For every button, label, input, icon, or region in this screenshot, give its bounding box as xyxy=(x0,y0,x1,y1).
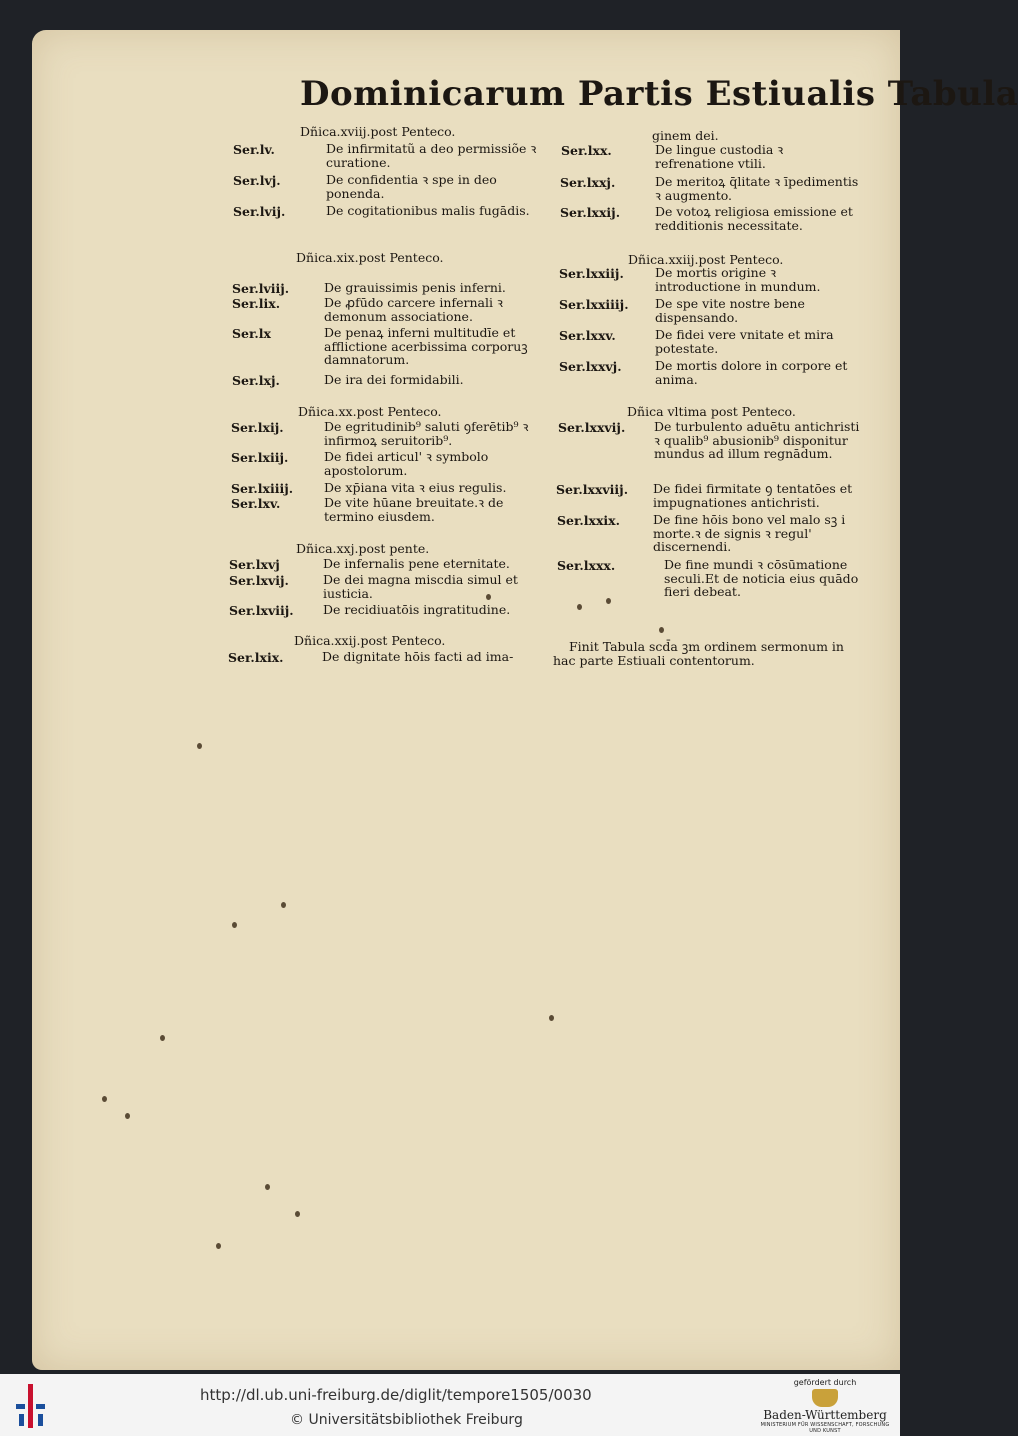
sponsor-ministry: MINISTERIUM FÜR WISSENSCHAFT, FORSCHUNG UND KUNST xyxy=(760,1422,890,1434)
sermon-title: De mortis dolore in corpore et anima. xyxy=(655,358,848,387)
copyright-notice: © Universitätsbibliothek Freiburg xyxy=(290,1412,523,1428)
sermon-title: De recidiuatōis ingratitudine. xyxy=(323,602,511,617)
sermon-title: De infernalis pene eternitate. xyxy=(323,556,510,571)
sermon-number: Ser.lxxiij. xyxy=(559,266,624,281)
section-heading: Dñica.xxj.post pente. xyxy=(296,541,430,556)
paper-hole xyxy=(549,1015,554,1021)
page-title: Dominicarum Partis Estiualis Tabula xyxy=(300,74,1018,114)
sermon-number: Ser.lxv. xyxy=(231,496,281,511)
sermon-title: De xp̄iana vita ꝛ eius regulis. xyxy=(324,480,507,495)
sponsor-top-text: gefördert durch xyxy=(793,1378,857,1387)
paper-hole xyxy=(577,604,582,610)
paper-hole xyxy=(216,1243,221,1249)
sermon-number: Ser.lxij. xyxy=(231,420,284,435)
paper-hole xyxy=(295,1211,300,1217)
section-heading: Dñica.xix.post Penteco. xyxy=(296,250,444,265)
sermon-title: De dei magna miscdia simul et iusticia. xyxy=(323,572,518,601)
sermon-number: Ser.lxxvij. xyxy=(558,420,626,435)
sermon-number: Ser.lxxj. xyxy=(560,175,616,190)
state-crest-icon xyxy=(812,1389,838,1407)
paper-hole xyxy=(125,1113,130,1119)
sermon-number: Ser.lxiij. xyxy=(231,450,289,465)
sermon-number: Ser.lxxix. xyxy=(557,513,620,528)
section-heading: Dñica.xxij.post Penteco. xyxy=(294,633,446,648)
sermon-title: De fine mundi ꝛ cōsūmatione seculi.Et de noticia eius quādo fieri debeat. xyxy=(664,557,859,599)
sermon-number: Ser.lxxx. xyxy=(557,558,616,573)
sermon-title: De vite hūane breuitate.ꝛ de termino eiusdem. xyxy=(324,495,504,524)
sermon-title: De ira dei formidabili. xyxy=(324,372,464,387)
paper-hole xyxy=(606,598,611,604)
viewer-footer xyxy=(0,1374,900,1436)
sermon-title: De spe vite nostre bene dispensando. xyxy=(655,296,805,325)
sermon-title: De fine hōis bono vel malo sꝫ i morte.ꝛ de signis ꝛ regul' discernendi. xyxy=(653,512,846,554)
sermon-number: Ser.lvj. xyxy=(233,173,281,188)
library-logo-icon xyxy=(16,1384,56,1428)
continuation-text: ginem dei. xyxy=(652,128,719,143)
sermon-title: De fidei firmitate ꝯ tentatōes et impugnationes antichristi. xyxy=(653,481,853,510)
section-heading: Dñica vltima post Penteco. xyxy=(627,404,796,419)
sermon-number: Ser.lxviij. xyxy=(229,603,294,618)
sermon-title: De grauissimis penis inferni. xyxy=(324,280,506,295)
sermon-title: De dignitate hōis facti ad ima- xyxy=(322,649,514,664)
paper-hole xyxy=(659,627,664,633)
sermon-number: Ser.lvij. xyxy=(233,204,286,219)
paper-hole xyxy=(486,594,491,600)
sermon-number: Ser.lxxviij. xyxy=(556,482,629,497)
permalink-url[interactable]: http://dl.ub.uni-freiburg.de/diglit/tempore1505/0030 xyxy=(200,1386,592,1404)
paper-hole xyxy=(160,1035,165,1041)
sponsor-name: Baden-Württemberg xyxy=(763,1408,887,1422)
sermon-title: De infirmitatũ a deo permissiõe ꝛ curatione. xyxy=(326,141,537,170)
sermon-number: Ser.lxj. xyxy=(232,373,280,388)
sermon-number: Ser.lxxv. xyxy=(559,328,616,343)
sermon-title: De turbulento aduētu antichristi ꝛ qualib⁹ abusionib⁹ disponitur mundus ad illum regnādum. xyxy=(654,419,860,461)
sermon-title: De cogitationibus malis fugādis. xyxy=(326,203,530,218)
paper-hole xyxy=(102,1096,107,1102)
sermon-title: De meritoꝝ q̄litate ꝛ īpedimentis ꝛ augmento. xyxy=(655,174,859,203)
sponsor-logo xyxy=(760,1378,890,1434)
sermon-number: Ser.lxiiij. xyxy=(231,481,294,496)
section-heading: Dñica.xviij.post Penteco. xyxy=(300,124,456,139)
sermon-number: Ser.lxx. xyxy=(561,143,612,158)
section-heading: Dñica.xx.post Penteco. xyxy=(298,404,442,419)
sermon-number: Ser.lxxiiij. xyxy=(559,297,629,312)
sermon-title: De votoꝝ religiosa emissione et redditionis necessitate. xyxy=(655,204,853,233)
sermon-number: Ser.lxxij. xyxy=(560,205,621,220)
sermon-number: Ser.lviij. xyxy=(232,281,290,296)
sermon-number: Ser.lxix. xyxy=(228,650,284,665)
sermon-title: De fidei vere vnitate et mira potestate. xyxy=(655,327,834,356)
paper-hole xyxy=(265,1184,270,1190)
sermon-title: De confidentia ꝛ spe in deo ponenda. xyxy=(326,172,497,201)
sermon-title: De ꝓfūdo carcere infernali ꝛ demonum associatione. xyxy=(324,295,503,324)
sermon-title: De fidei articul' ꝛ symbolo apostolorum. xyxy=(324,449,489,478)
paper-hole xyxy=(232,922,237,928)
sermon-number: Ser.lix. xyxy=(232,296,281,311)
sermon-title: De mortis origine ꝛ introductione in mundum. xyxy=(655,265,821,294)
paper-hole xyxy=(197,743,202,749)
sermon-number: Ser.lv. xyxy=(233,142,275,157)
sermon-title: De penaꝝ inferni multitudīe et afflictione acerbissima corporuꝫ damnatorum. xyxy=(324,325,528,367)
sermon-number: Ser.lxvj xyxy=(229,557,280,572)
sermon-number: Ser.lx xyxy=(232,326,271,341)
sermon-title: De egritudinib⁹ saluti ꝯferētib⁹ ꝛ infirmoꝝ seruitorib⁹. xyxy=(324,419,529,448)
sermon-number: Ser.lxxvj. xyxy=(559,359,622,374)
sermon-title: De lingue custodia ꝛ refrenatione vtili. xyxy=(655,142,784,171)
paper-hole xyxy=(281,902,286,908)
section-heading: Dñica.xxiij.post Penteco. xyxy=(628,252,784,267)
sermon-number: Ser.lxvij. xyxy=(229,573,289,588)
